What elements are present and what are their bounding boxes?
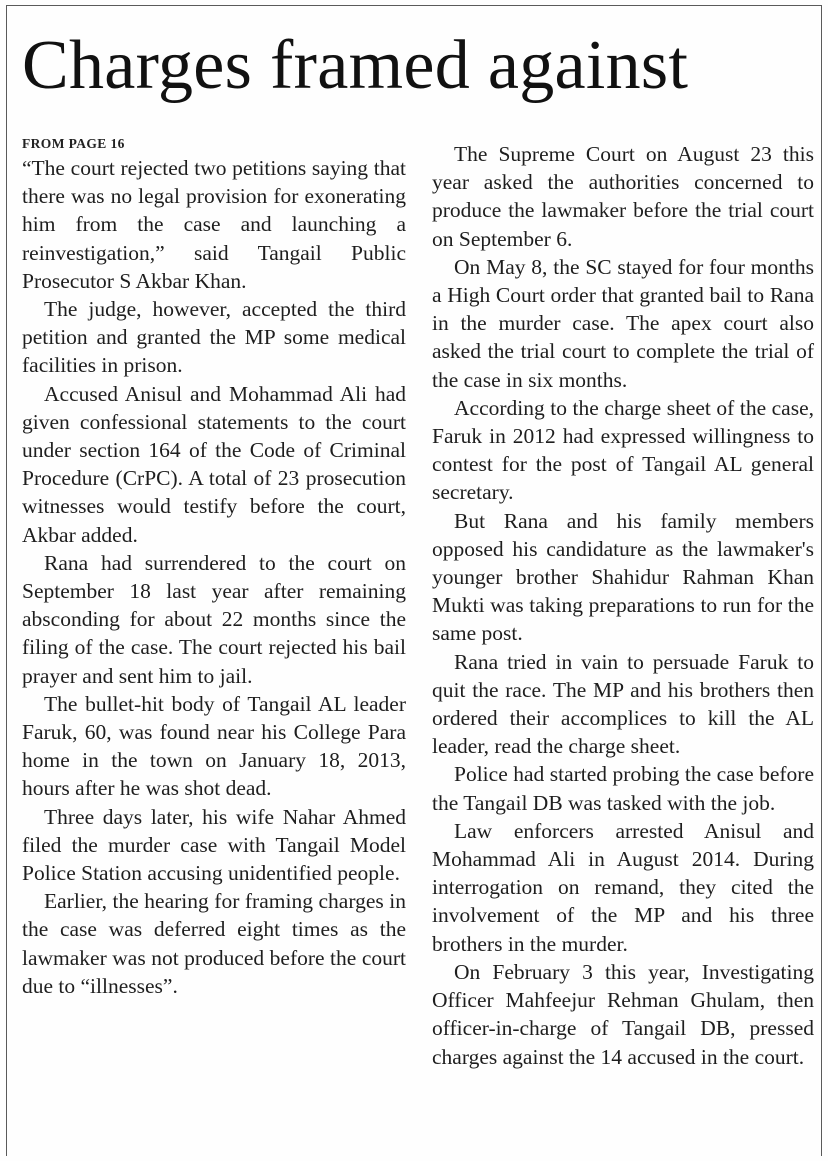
paragraph: Rana had surrendered to the court on September 18 last year after remaining absconding for about 22 months since the filing of the case. The court rejected his bail prayer and sent him to jail. xyxy=(22,550,406,688)
kicker-from-page: FROM PAGE 16 xyxy=(22,136,125,151)
article-column-right xyxy=(432,140,814,1071)
paragraph: The bullet-hit body of Tangail AL leader Faruk, 60, was found near his College Para home in the town on January 18, 2013, hours after he was shot dead. xyxy=(22,691,406,801)
paragraph: The Supreme Court on August 23 this year asked the authorities concerned to produce the lawmaker before the trial court on September 6. xyxy=(432,142,814,251)
paragraph: Accused Anisul and Mohammad Ali had given confessional statements to the court under section 164 of the Code of Criminal Procedure (CrPC). A total of 23 prosecution witnesses would testify before the court, Akbar added. xyxy=(22,381,406,547)
paragraph: Earlier, the hearing for framing charges in the case was deferred eight times as the lawmaker was not produced before the court due to “illnesses”. xyxy=(22,889,406,998)
article-column-left xyxy=(22,136,406,1000)
paragraph: According to the charge sheet of the case, Faruk in 2012 had expressed willingness to contest for the post of Tangail AL general secretary. xyxy=(432,395,814,505)
paragraph: Law enforcers arrested Anisul and Mohammad Ali in August 2014. During interrogation on remand, they cited the involvement of the MP and his three brothers in the murder. xyxy=(432,818,814,956)
headline: Charges framed against xyxy=(22,27,689,104)
paragraph: Rana tried in vain to persuade Faruk to quit the race. The MP and his brothers then ordered their accomplices to kill the AL leader, read the charge sheet. xyxy=(432,649,814,759)
paragraph: Police had started probing the case before the Tangail DB was tasked with the job. xyxy=(432,762,814,815)
paragraph: On May 8, the SC stayed for four months a High Court order that granted bail to Rana in the murder case. The apex court also asked the trial court to complete the trial of the case in six months. xyxy=(432,254,814,392)
paragraph: The judge, however, accepted the third petition and granted the MP some medical facilities in prison. xyxy=(22,297,406,378)
paragraph: Three days later, his wife Nahar Ahmed filed the murder case with Tangail Model Police Station accusing unidentified people. xyxy=(22,804,406,886)
paragraph: On February 3 this year, Investigating Officer Mahfeejur Rehman Ghulam, then officer-in-charge of Tangail DB, pressed charges against the 14 accused in the court. xyxy=(432,959,814,1069)
paragraph: “The court rejected two petitions saying that there was no legal provision for exonerating him from the case and launching a reinvestigation,” said Tangail Public Prosecutor S Akbar Khan. xyxy=(22,156,406,293)
paragraph: But Rana and his family members opposed his candidature as the lawmaker's younger brother Shahidur Rahman Khan Mukti was taking preparations to run for the same post. xyxy=(432,508,814,646)
